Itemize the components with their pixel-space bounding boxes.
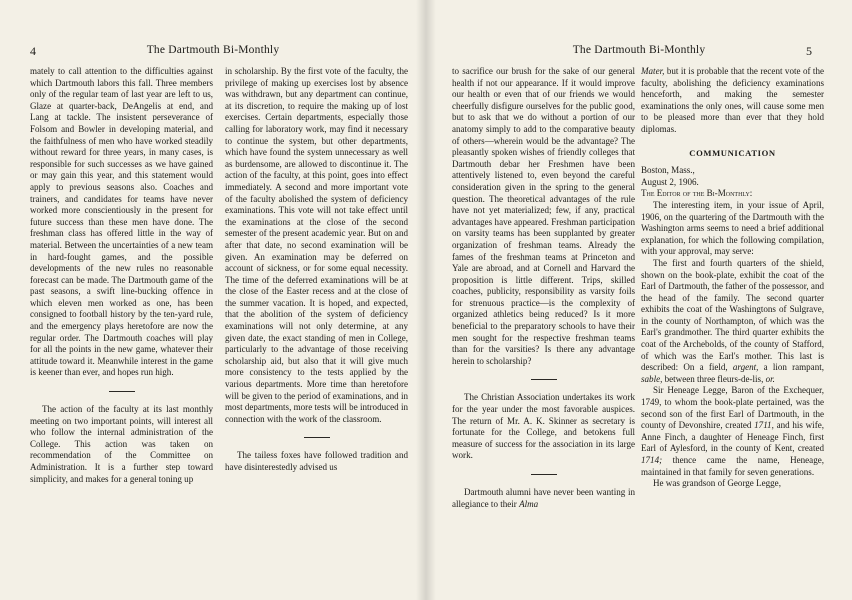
letter-date: August 2, 1906.: [641, 176, 699, 187]
section-divider: [531, 474, 557, 475]
right-page: [426, 0, 852, 600]
paragraph: to sacrifice our brush for the sake of our general health if not our appearance. If it would improve our health or even that of our friends we would cheerfully disfigure ourselves for the public good, but to ask that we do without a portion of our anatomy simply to add to the comparative beauty of others—wherein would be the advantage? The pleasantly spoken wishes of friendly colleges that Dartmouth debar her Freshmen have been attentively listened to, even beyond the careful consideration given in the spring to the general question. The theoretical advantages of the rule have not yet materialized; few, if any, practical advantages have appeared. Freshman participation on varsity teams has been supplanted by greater organization of freshman teams. Already the fames of the freshman teams at Princeton and Yale are abroad, and at Cornell and Harvard the proposition is little different. Trips, skilled coaches, publicity, responsibility as varsity foils for strenuous practice—is the complexity of organized athletics being reduced? Is it more beneficial to the preparatory schools to have their men sought for the respective freshman teams than for the varsities? Is there any advantage herein to scholarship?: [452, 66, 635, 366]
text-run: and his wife, Anne Finch, a daughter of Heneage Finch, first Earl of Aylesford, in the county of Kent, created: [641, 420, 824, 454]
paragraph: [641, 66, 824, 136]
text-run: The first and fourth quarters of the shield, shown on the book-plate, exhibit the coat of the Earl of Dartmouth, the father of the possessor, and the head of the family. The second quarter exhibits the coat of the Washingtons of Sulgrave, in the county of Northampton, of which was the Earl's grandmother. The third quarter exhibits the coat of the Archebolds, of the county of Stafford, of which was the Earl's mother. This last is described: On a field,: [641, 257, 824, 373]
paragraph: in scholarship. By the first vote of the faculty, the privilege of making up exercises lost by absence was withdrawn, but any department can continue, at its discretion, to require the making up of lost exercises. Certain departments, especially those calling for laboratory work, may find it necessary to continue the system, but other departments, which have found the system unnecessary as well as burdensome, are allowed to discontinue it. The action of the faculty, at this point, goes into effect immediately. A second and more important vote of the faculty abolished the system of deficiency examinations. This vote will not take effect until the examinations at the close of the second semester of the present academic year. But on and after that date, no second examination will be given. An examination may be deferred on account of sickness, or for some equal necessity. The time of the deferred examinations will be at the close of the Easter recess and at the close of the summer vacation. It is hoped, and expected, that the abolition of the system of deficiency examinations will not only determine, at any given date, the exact standing of men in College, particularly to the advantage of those receiving scholarship aid, but also that it will give much more consistency to the tests applied by the various departments. More time than heretofore will be given to the period of examinations, and in most departments, more tests will be introduced in connection with the work of the classroom.: [225, 66, 408, 424]
italic-word: 1711,: [754, 420, 774, 431]
italic-word: argent,: [732, 362, 759, 373]
section-divider: [304, 437, 330, 438]
running-head: The Dartmouth Bi-Monthly: [572, 44, 706, 56]
paragraph: [641, 385, 824, 478]
page-number: 5: [806, 44, 812, 58]
paragraph: The Christian Association undertakes its work for the year under the most favorable auspices. The return of Mr. A. K. Skinner as secretary is fortunate for the College, and betokens full measure of success for the association in its large work.: [452, 392, 635, 461]
italic-word: sable,: [641, 373, 663, 384]
letter-salutation: The Editor of the Bi-Monthly:: [641, 188, 753, 199]
book-gutter: [416, 0, 436, 600]
paragraph: The action of the faculty at its last monthly meeting on two important points, will interest all who follow the internal administration of the College. This action was taken on recommendation of the Committee on Administration. It is a further step toward simplicity, and makes for a general toning up: [30, 404, 213, 484]
italic-word: Mater,: [641, 66, 665, 76]
section-divider: [109, 391, 135, 392]
text-run: a lion rampant,: [758, 362, 824, 373]
page-number: 4: [30, 44, 36, 58]
letter-place: Boston, Mass.,: [641, 165, 695, 176]
paragraph: The interesting item, in your issue of April, 1906, on the quartering of the Dartmouth with the Washington arms seems to need a brief additional explanation, for which the following compilation, with your approval, may serve:: [641, 199, 824, 257]
text-run: Sir Heneage Legge, Baron of the Exchequer, 1749, to whom the book-plate pertained, was the second son of the first Earl of Dartmouth, in the county of Devonshire, created: [641, 385, 824, 431]
left-column-1: [30, 66, 213, 485]
text-run: Dartmouth alumni have never been wanting in allegiance to their: [452, 487, 635, 509]
paragraph: He was grandson of George Legge,: [653, 478, 781, 489]
paragraph: [452, 487, 635, 510]
paragraph: The tailess foxes have followed tradition and have disinterestedly advised us: [225, 450, 408, 472]
right-column-2: [641, 66, 824, 490]
italic-word: Alma: [519, 498, 539, 509]
right-column-1: [452, 66, 635, 510]
section-heading: COMMUNICATION: [689, 147, 776, 158]
left-column-2: [225, 66, 408, 474]
running-head: The Dartmouth Bi-Monthly: [146, 44, 280, 56]
italic-word: 1714;: [641, 455, 663, 465]
text-run: but it is probable that the recent vote of the faculty, abolishing the deficiency examinations henceforth, and making the semester examinations the only ones, will cause some men to be pleased more than ever that they hold diplomas.: [641, 66, 824, 134]
paragraph: [641, 258, 824, 386]
paragraph: mately to call attention to the difficulties against which Dartmouth labors this fall. Three members only of the regular team of last year are left to us, Glaze at quarter-back, DeAngelis at end, and Lang at tackle. The insistent perseverance of Folsom and Bowler in developing material, and the faithfulness of men who have worked steadily without reward for three years, in many cases, is responsible for such successes as we have gained or may gain this year, and this statement would apply to previous seasons also. Coaches and trainers, and candidates for teams have never worked more conscientiously in the present for future success than these men have done. The freshman class has offered little in the way of material. Between the uncertainties of a new team in hard-fought games, and the possible developments of the new rules no reasonable forecast can be made. The Dartmouth game of the past seasons, a swift line-bucking offence in which eleven men worked as one, has been consigned to football history by the ten-yard rule, and the emergency plays heretofore are now the regular order. The Dartmouth coaches will play for all the points in the new game, whatever their attitude toward it. Meanwhile interest in the game is keener than ever, and hopes run high.: [30, 66, 213, 378]
text-run: thence came the name, Heneage, maintained in that family for seven generations.: [641, 455, 824, 477]
section-divider: [531, 379, 557, 380]
text-run: between three fleurs-de-lis,: [662, 373, 766, 384]
italic-word: or.: [765, 373, 775, 384]
